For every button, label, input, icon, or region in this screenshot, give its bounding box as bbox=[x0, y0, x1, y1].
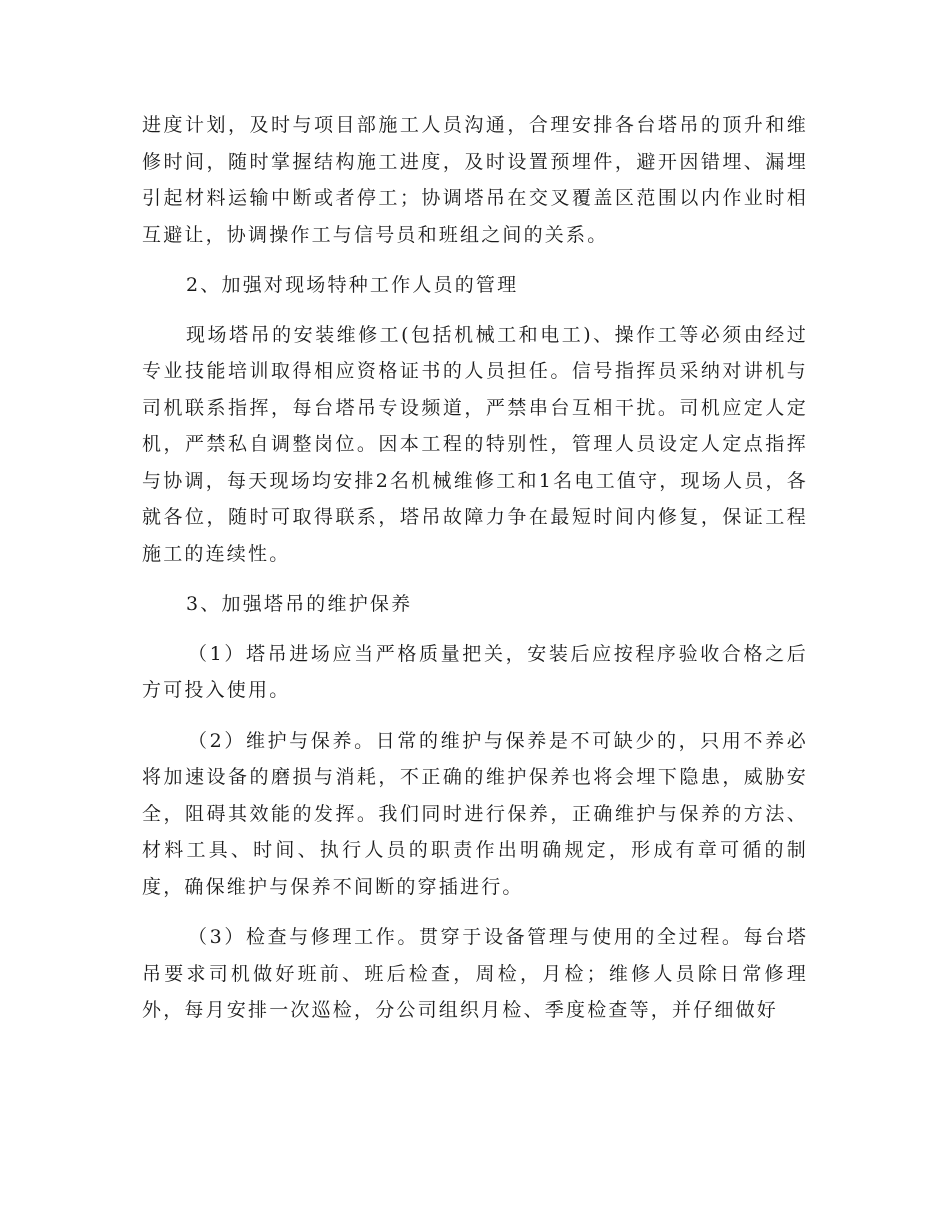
paragraph-staff-management: 现场塔吊的安装维修工(包括机械工和电工)、操作工等必须由经过专业技能培训取得相应资格证书的人员担任。信号指挥员采纳对讲机与司机联系指挥，每台塔吊专设频道，严禁串台互相干扰。司机应定人定机，严禁私自调整岗位。因本工程的特别性，管理人员设定人定点指挥与协调，每天现场均安排2名机械维修工和1名电工值守，现场人员，各就各位，随时可取得联系，塔吊故障力争在最短时间内修复，保证工程施工的连续性。 bbox=[142, 323, 808, 565]
paragraph-continuation: 进度计划，及时与项目部施工人员沟通，合理安排各台塔吊的顶升和维修时间，随时掌握结构施工进度，及时设置预埋件，避开因错埋、漏埋引起材料运输中断或者停工；协调塔吊在交叉覆盖区范围以内作业时相互避让，协调操作工与信号员和班组之间的关系。 bbox=[142, 114, 808, 246]
section-heading-3: 3、加强塔吊的维护保养 bbox=[186, 593, 413, 615]
paragraph-item-2: （2）维护与保养。日常的维护与保养是不可缺少的，只用不养必将加速设备的磨损与消耗，不正确的维护保养也将会埋下隐患，威胁安全，阻碍其效能的发挥。我们同时进行保养，正确维护与保养的方法、材料工具、时间、执行人员的职责作出明确规定，形成有章可循的制度，确保维护与保养不间断的穿插进行。 bbox=[142, 729, 808, 898]
paragraph-item-1: （1）塔吊进场应当严格质量把关，安装后应按程序验收合格之后方可投入使用。 bbox=[142, 642, 808, 701]
section-heading-2: 2、加强对现场特种工作人员的管理 bbox=[186, 274, 519, 296]
document-page bbox=[142, 107, 808, 1029]
paragraph-item-3: （3）检查与修理工作。贯穿于设备管理与使用的全过程。每台塔吊要求司机做好班前、班后检查，周检，月检；维修人员除日常修理外，每月安排一次巡检，分公司组织月检、季度检查等，并仔细做好 bbox=[142, 926, 808, 1021]
